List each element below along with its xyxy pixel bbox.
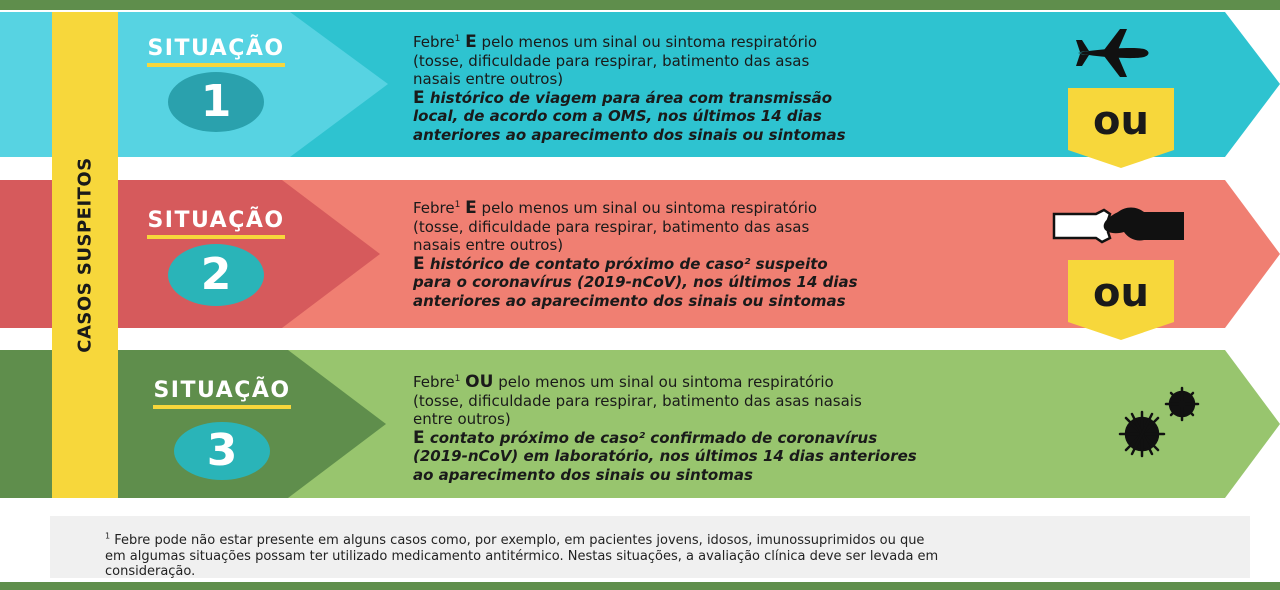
airplane-icon [1074, 28, 1150, 78]
bottom-border [0, 582, 1280, 590]
situation-3-number: 3 [174, 422, 270, 480]
situation-3-band [0, 350, 1280, 498]
or-badge-2: ou [1068, 260, 1174, 344]
or-badge-1: ou [1068, 88, 1174, 172]
handshake-icon [1052, 204, 1186, 246]
situation-1-text: Febre$^1$ E pelo menos um sinal ou sintoma respiratório (tosse, dificuldade para respirar, batimento das asas nasais entre outros) E histórico de viagem para área com transmissão local, de acordo com a OMS, nos últimos 14 dias anteriores ao aparecimento dos sinais ou sintomas [413, 32, 846, 144]
footnote-line-1: $^1$ Febre pode não estar presente em alguns casos como, por exemplo, em pacientes jovens, idosos, imunossuprimidos ou que [105, 532, 925, 549]
side-label: CASOS SUSPEITOS [74, 157, 96, 353]
situation-2-title: SITUAÇÃO [116, 208, 316, 239]
situation-2-number: 2 [168, 244, 264, 306]
situation-1-title: SITUAÇÃO [116, 36, 316, 67]
footnote-line-2: em algumas situações possam ter utilizado medicamento antitérmico. Nestas situações, a avaliação clínica deve ser levada em [105, 548, 939, 564]
situation-3-text: Febre$^1$ OU pelo menos um sinal ou sintoma respiratório (tosse, dificuldade para respirar, batimento das asas nasais entre outros) E contato próximo de caso² confirmado de coronavírus (2019-nCoV) em laboratório, nos últimos 14 dias anteriores ao aparecimento dos sinais ou sintomas [413, 372, 917, 484]
top-border [0, 0, 1280, 10]
situation-1-number: 1 [168, 72, 264, 132]
situation-2-text: Febre$^1$ E pelo menos um sinal ou sintoma respiratório (tosse, dificuldade para respirar, batimento das asas nasais entre outros) E histórico de contato próximo de caso² suspeito para o coronavírus (2019-nCoV), nos últimos 14 dias anteriores ao aparecimento dos sinais ou sintomas [413, 198, 858, 310]
virus-icon [1112, 386, 1210, 460]
situation-3-title: SITUAÇÃO [122, 378, 322, 409]
footnote-line-3: consideração. [105, 564, 196, 580]
footnote [50, 516, 1250, 578]
